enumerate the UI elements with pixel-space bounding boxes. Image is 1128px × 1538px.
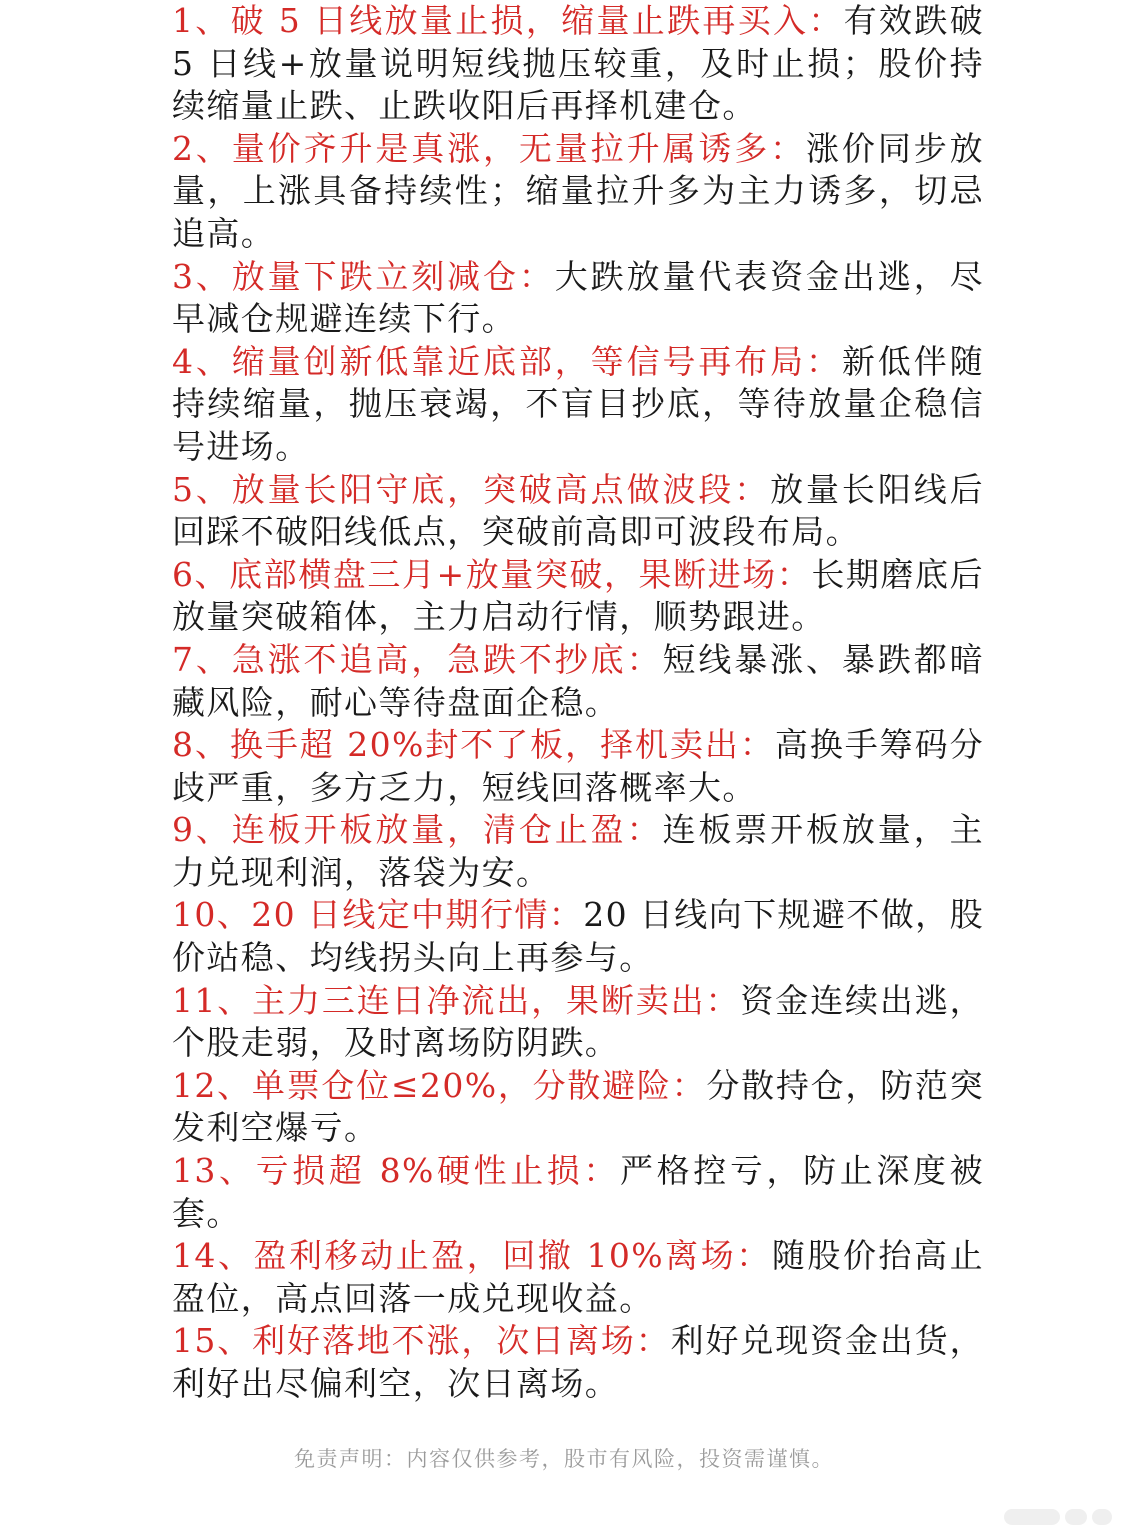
rule-heading: 1、破 5 日线放量止损，缩量止跌再买入： xyxy=(172,1,844,40)
rule-heading: 12、单票仓位≤20%，分散避险： xyxy=(172,1065,707,1105)
rule-heading: 3、放量下跌立刻减仓： xyxy=(172,256,555,296)
rule-text: 连板票开板放量，主力兑现利润，落袋为安。 xyxy=(172,810,984,892)
rule-text: 严格控亏，防止深度被套。 xyxy=(172,1151,985,1233)
watermark-shape xyxy=(1004,1509,1060,1525)
rule-heading: 6、底部横盘三月+放量突破，果断进场： xyxy=(172,554,812,594)
rule-text: 涨价同步放量，上涨具备持续性；缩量拉升多为主力诱多，切忌追高。 xyxy=(172,128,984,253)
rule-text: 利好兑现资金出货，利好出尽偏利空，次日离场。 xyxy=(172,1321,984,1403)
rule-item xyxy=(172,894,984,979)
rule-item xyxy=(172,809,984,894)
rule-text: 长期磨底后放量突破箱体，主力启动行情，顺势跟进。 xyxy=(172,554,984,637)
rule-heading: 14、盈利移动止盈，回撤 10%离场： xyxy=(172,1236,772,1276)
rule-item xyxy=(172,341,984,469)
watermark xyxy=(1004,1504,1116,1530)
rule-heading: 2、量价齐升是真涨，无量拉升属诱多： xyxy=(172,128,807,168)
rule-heading: 4、缩量创新低靠近底部，等信号再布局： xyxy=(172,341,842,381)
rule-item xyxy=(172,554,984,639)
rule-item xyxy=(172,1150,984,1235)
rule-text: 新低伴随持续缩量，抛压衰竭，不盲目抄底，等待放量企稳信号进场。 xyxy=(172,341,984,466)
watermark-shape xyxy=(1092,1509,1112,1525)
rule-heading: 10、20 日线定中期行情： xyxy=(172,895,584,935)
disclaimer: 免责声明：内容仅供参考，股市有风险，投资需谨慎。 xyxy=(294,1447,834,1471)
rule-text: 20 日线向下规避不做，股价站稳、均线拐头向上再参与。 xyxy=(172,895,984,978)
rule-text: 分散持仓，防范突发利空爆亏。 xyxy=(172,1065,984,1148)
watermark-shape xyxy=(1065,1509,1087,1525)
rule-item xyxy=(172,639,984,724)
rule-item xyxy=(172,0,984,128)
rule-text: 大跌放量代表资金出逃，尽早减仓规避连续下行。 xyxy=(172,256,984,339)
rule-heading: 11、主力三连日净流出，果断卖出： xyxy=(172,980,741,1020)
rule-text: 短线暴涨、暴跌都暗藏风险，耐心等待盘面企稳。 xyxy=(172,639,984,722)
rule-item xyxy=(172,1235,984,1320)
rule-heading: 5、放量长阳守底，突破高点做波段： xyxy=(172,469,771,509)
rule-heading: 7、急涨不追高，急跌不抄底： xyxy=(172,639,663,679)
rule-item xyxy=(172,724,984,809)
rule-text: 高换手筹码分歧严重，多方乏力，短线回落概率大。 xyxy=(172,725,984,807)
rule-item xyxy=(172,256,984,341)
rules-list xyxy=(172,0,984,1406)
rule-heading: 13、亏损超 8%硬性止损： xyxy=(172,1151,621,1191)
rule-heading: 9、连板开板放量，清仓止盈： xyxy=(172,810,663,850)
rule-heading: 8、换手超 20%封不了板，择机卖出： xyxy=(172,725,775,765)
rule-text: 资金连续出逃，个股走弱，及时离场防阴跌。 xyxy=(172,980,984,1063)
rule-item xyxy=(172,1065,984,1150)
rule-text: 放量长阳线后回踩不破阳线低点，突破前高即可波段布局。 xyxy=(172,469,984,552)
rule-text: 随股价抬高止盈位，高点回落一成兑现收益。 xyxy=(172,1236,984,1318)
rule-item xyxy=(172,469,984,554)
rule-item xyxy=(172,1320,984,1405)
rule-heading: 15、利好落地不涨，次日离场： xyxy=(172,1321,671,1361)
rule-text: 有效跌破 5 日线+放量说明短线抛压较重，及时止损；股价持续缩量止跌、止跌收阳后再择机建仓。 xyxy=(172,1,984,126)
rule-item xyxy=(172,980,984,1065)
rule-item xyxy=(172,128,984,256)
